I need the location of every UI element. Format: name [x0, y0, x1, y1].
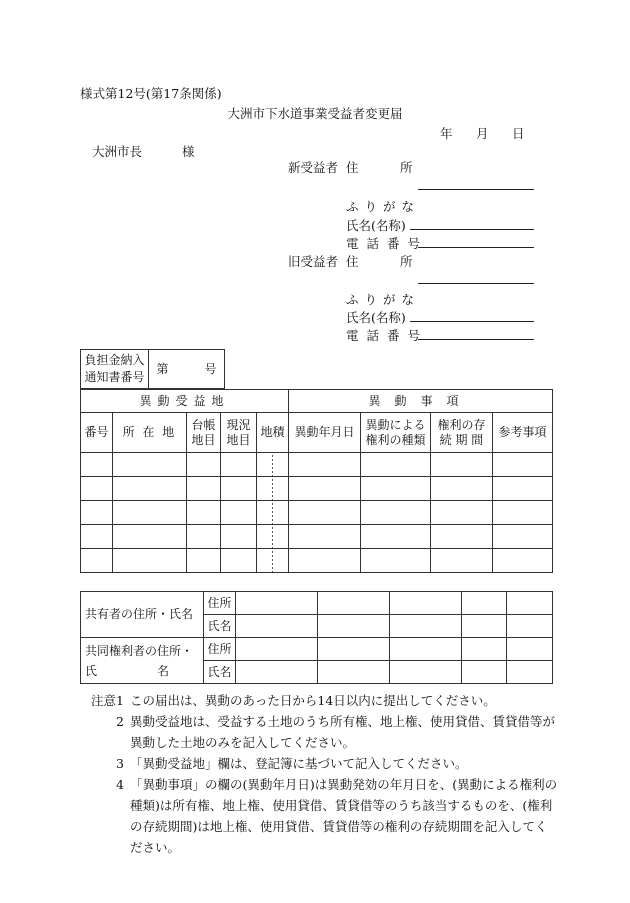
cell-change-date[interactable] [289, 525, 361, 549]
new-name-field[interactable] [410, 229, 534, 230]
co-owner-address-cell[interactable] [318, 592, 390, 615]
cell-registry-category[interactable] [187, 549, 221, 573]
cell-registry-category[interactable] [187, 477, 221, 501]
cell-area[interactable] [257, 549, 289, 573]
cell-reference[interactable] [493, 453, 553, 477]
cell-right-period[interactable] [431, 453, 493, 477]
cell-right-period[interactable] [431, 477, 493, 501]
co-owner-address-cell[interactable] [390, 592, 462, 615]
header-change-date: 異動年月日 [289, 413, 361, 453]
co-owner-name-cell[interactable] [507, 615, 553, 638]
cell-change-date[interactable] [289, 549, 361, 573]
cell-right-period[interactable] [431, 525, 493, 549]
joint-holder-name-label: 氏名 [204, 661, 236, 684]
new-address-field[interactable] [418, 189, 534, 190]
cell-number[interactable] [81, 525, 113, 549]
note-text: 「異動受益地」欄は、登記簿に基づいて記入してください。 [130, 756, 468, 771]
cell-change-date[interactable] [289, 501, 361, 525]
cell-reference[interactable] [493, 501, 553, 525]
joint-holder-address-cell[interactable] [318, 638, 390, 661]
notes-section [88, 690, 558, 858]
co-owner-label: 共有者の住所・氏名 [81, 592, 204, 638]
cell-area[interactable] [257, 477, 289, 501]
joint-holder-address-cell[interactable] [462, 638, 507, 661]
header-right-type: 異動による 権利の種類 [361, 413, 431, 453]
joint-holder-name-cell[interactable] [390, 661, 462, 684]
cell-right-type[interactable] [361, 501, 431, 525]
co-owner-address-label: 住所 [204, 592, 236, 615]
group-header-change-items: 異動事項 [289, 390, 553, 413]
cell-current-category[interactable] [221, 525, 257, 549]
cell-area[interactable] [257, 453, 289, 477]
old-phone-label: 電話番号 [346, 328, 429, 343]
form-number: 様式第12号(第17条関係) [80, 86, 222, 101]
notice-number-label [81, 350, 149, 389]
joint-holder-label-line2: 氏 名 [85, 663, 170, 678]
joint-holder-name-cell[interactable] [318, 661, 390, 684]
joint-holder-name-cell[interactable] [507, 661, 553, 684]
cell-reference[interactable] [493, 549, 553, 573]
cell-location[interactable] [113, 453, 187, 477]
cell-current-category[interactable] [221, 477, 257, 501]
note-item [88, 711, 558, 753]
cell-area[interactable] [257, 501, 289, 525]
note-item [88, 753, 558, 774]
co-owner-address-cell[interactable] [236, 592, 318, 615]
cell-location[interactable] [113, 549, 187, 573]
note-text: この届出は、異動のあった日から14日以内に提出してください。 [130, 693, 496, 708]
date-day-label: 日 [512, 126, 525, 141]
old-address-field[interactable] [418, 283, 534, 284]
cell-current-category[interactable] [221, 501, 257, 525]
joint-holder-address-cell[interactable] [390, 638, 462, 661]
note-item [88, 690, 558, 711]
old-furigana-label: ふりがな [346, 292, 421, 307]
joint-holder-name-cell[interactable] [462, 661, 507, 684]
header-location: 所 在 地 [113, 413, 187, 453]
co-owner-address-cell[interactable] [462, 592, 507, 615]
header-current-category: 現況 地目 [221, 413, 257, 453]
note-item [88, 774, 558, 858]
new-phone-field[interactable] [418, 247, 534, 248]
co-owner-name-cell[interactable] [462, 615, 507, 638]
main-table [80, 389, 553, 573]
header-registry-category: 台帳 地目 [187, 413, 221, 453]
cell-number[interactable] [81, 501, 113, 525]
co-owner-name-cell[interactable] [318, 615, 390, 638]
note-number: 4 [116, 777, 124, 792]
group-header-beneficiary-land: 異動受益地 [81, 390, 289, 413]
notice-label-line2: 通知書番号 [84, 370, 145, 384]
notice-number-value[interactable]: 第 号 [149, 350, 225, 389]
cell-location[interactable] [113, 477, 187, 501]
new-address-label: 住 所 [346, 160, 414, 175]
table-row [81, 549, 553, 573]
cell-location[interactable] [113, 525, 187, 549]
cell-change-date[interactable] [289, 453, 361, 477]
notice-label-line1: 負担金納入 [84, 353, 145, 367]
addressee-name: 大洲市長 [92, 144, 143, 159]
co-owner-name-cell[interactable] [390, 615, 462, 638]
cell-right-period[interactable] [431, 501, 493, 525]
old-name-field[interactable] [410, 321, 534, 322]
cell-current-category[interactable] [221, 453, 257, 477]
joint-holder-address-cell[interactable] [236, 638, 318, 661]
header-number: 番号 [81, 413, 113, 453]
cell-right-type[interactable] [361, 525, 431, 549]
cell-location[interactable] [113, 501, 187, 525]
cell-current-category[interactable] [221, 549, 257, 573]
date-month-label: 月 [476, 126, 489, 141]
cell-registry-category[interactable] [187, 525, 221, 549]
cell-reference[interactable] [493, 525, 553, 549]
header-area: 地積 [257, 413, 289, 453]
co-owner-address-cell[interactable] [507, 592, 553, 615]
cell-right-period[interactable] [431, 549, 493, 573]
note-number: 2 [116, 714, 124, 729]
cell-right-type[interactable] [361, 477, 431, 501]
note-text: 「異動事項」の欄の(異動年月日)は異動発効の年月日を、(異動による権利の種類)は所有権、地上権、使用貸借、賃貸借等のうち該当するものを、(権利の存続期間)は地上権、使用貸借、賃貸借等の権利の存続期間を記入してください。 [130, 777, 558, 855]
new-name-label: 氏名(名称) [346, 218, 406, 233]
notice-number-box [80, 349, 225, 389]
cell-number[interactable] [81, 477, 113, 501]
joint-holder-address-label: 住所 [204, 638, 236, 661]
cell-registry-category[interactable] [187, 501, 221, 525]
co-owner-name-label: 氏名 [204, 615, 236, 638]
cell-number[interactable] [81, 549, 113, 573]
joint-holder-name-cell[interactable] [236, 661, 318, 684]
form-title: 大洲市下水道事業受益者変更届 [227, 106, 403, 121]
old-address-label: 住 所 [346, 254, 414, 269]
note-number: 注意1 [91, 693, 124, 708]
header-right-period: 権利の存 続 期 間 [431, 413, 493, 453]
cell-right-type[interactable] [361, 453, 431, 477]
old-beneficiary-label: 旧受益者 [288, 254, 339, 269]
joint-holder-label [81, 638, 204, 684]
cell-reference[interactable] [493, 477, 553, 501]
cell-change-date[interactable] [289, 477, 361, 501]
note-number: 3 [116, 756, 124, 771]
header-reference: 参考事項 [493, 413, 553, 453]
cell-number[interactable] [81, 453, 113, 477]
table-row [81, 453, 553, 477]
co-owner-table [80, 591, 553, 684]
table-row [81, 501, 553, 525]
cell-right-type[interactable] [361, 549, 431, 573]
joint-holder-address-cell[interactable] [507, 638, 553, 661]
table-row [81, 477, 553, 501]
joint-holder-label-line1: 共同権利者の住所・ [85, 643, 194, 658]
old-name-label: 氏名(名称) [346, 310, 406, 325]
table-row [81, 525, 553, 549]
new-beneficiary-label: 新受益者 [288, 160, 339, 175]
new-furigana-label: ふりがな [346, 199, 421, 214]
note-text: 異動受益地は、受益する土地のうち所有権、地上権、使用貸借、賃貸借等が異動した土地のみを記入してください。 [130, 714, 556, 750]
addressee-honorific: 様 [182, 144, 195, 159]
co-owner-name-cell[interactable] [236, 615, 318, 638]
new-phone-label: 電話番号 [346, 236, 429, 251]
cell-registry-category[interactable] [187, 453, 221, 477]
date-year-label: 年 [440, 126, 453, 141]
cell-area[interactable] [257, 525, 289, 549]
old-phone-field[interactable] [418, 339, 534, 340]
